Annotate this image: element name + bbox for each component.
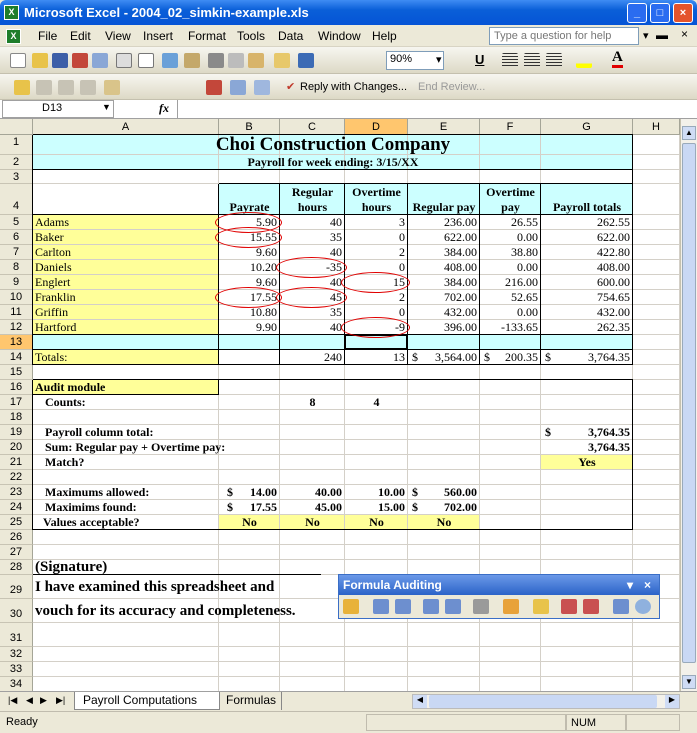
horizontal-scrollbar[interactable] [412,694,680,709]
toolbar-icon-3[interactable] [58,80,74,95]
sum-value: 3,764.35 [588,440,630,454]
track-changes-icon[interactable] [206,80,222,95]
regular-pay-cell: 432.00 [444,305,477,319]
max-payrate: 14.00 [250,485,277,499]
reply-icon: ✔ [286,81,296,93]
row-header-1[interactable]: 1 [0,135,33,155]
values-acceptable-label: Values acceptable? [43,515,140,529]
scroll-down-icon[interactable]: ▼ [682,675,696,689]
regular-pay-cell: 622.00 [444,230,477,244]
formula-auditing-label: Formula Auditing [343,578,442,592]
overtime-hours-cell: 0 [399,305,405,319]
employee-name: Englert [35,275,71,289]
overtime-pay-cell: -133.65 [501,320,538,334]
prev-sheet-icon[interactable]: ◀ [26,695,33,705]
status-bar [0,711,697,733]
overtime-hours-cell: 0 [399,260,405,274]
overtime-hours-cell: 15 [393,275,405,289]
menu-view[interactable]: View [105,29,131,43]
row-header-29[interactable]: 29 [0,575,33,599]
employee-name: Hartford [35,320,77,334]
sheet-tabs-bar [0,691,697,711]
employee-name: Adams [35,215,69,229]
invalid-circle-overtime-englert [341,272,410,293]
max-regular-pay: 560.00 [444,485,477,499]
status-ready: Ready [6,716,38,728]
employee-name: Carlton [35,245,71,259]
invalid-circle-payrate-franklin [215,287,282,308]
maximize-button[interactable]: □ [650,3,670,23]
formula-bar [0,100,697,119]
format-painter-icon[interactable] [274,53,290,68]
signature-label: (Signature) [35,559,108,575]
ask-question-input[interactable]: Type a question for help [489,27,639,45]
ask-dropdown-icon[interactable]: ▾ [643,30,649,42]
reviewing-toolbar [0,74,697,100]
employee-name: Daniels [35,260,72,274]
row-header-27[interactable]: 27 [0,545,33,560]
regular-pay-cell: 396.00 [444,320,477,334]
total-payroll: 3,764.35 [588,350,630,364]
tab-formulas[interactable]: Formulas [220,692,282,710]
scroll-thumb[interactable] [682,143,696,663]
toolbar-icon-2[interactable] [36,80,52,95]
row-header-26[interactable]: 26 [0,530,33,545]
total-overtime-hours: 13 [393,350,405,364]
column-header-g[interactable]: G [541,119,633,135]
permission-icon[interactable] [72,53,88,68]
cut-icon[interactable] [208,53,224,68]
row-header-28[interactable]: 28 [0,560,33,575]
regular-pay-cell: 408.00 [444,260,477,274]
remove-all-arrows-icon[interactable] [473,599,489,614]
row-header-14[interactable]: 14 [0,350,33,365]
font-color-icon[interactable]: A [612,49,623,68]
paste-icon[interactable] [248,53,264,68]
overtime-pay-cell: 0.00 [517,305,538,319]
payroll-total-cell: 622.00 [597,230,630,244]
regular-hours-cell: 45 [330,290,342,304]
column-header-h[interactable]: H [633,119,680,135]
row-header-8[interactable]: 8 [0,260,33,275]
payroll-total-cell: 432.00 [597,305,630,319]
toolbar-icon-8[interactable] [254,80,270,95]
payrate-cell: 10.80 [250,305,277,319]
acceptable-regular-pay: No [436,515,452,529]
close-button[interactable]: × [673,3,693,23]
minimize-button[interactable]: _ [627,3,647,23]
payrate-cell: 9.90 [256,320,277,334]
payrate-cell: 15.55 [250,230,277,244]
dollar-sign: $ [227,485,233,499]
next-sheet-icon[interactable]: ▶ [40,695,47,705]
found-payrate: 17.55 [250,500,277,514]
row-header-24[interactable]: 24 [0,500,33,515]
invalid-circle-payrate-baker [215,227,282,248]
overtime-hours-cell: 2 [399,245,405,259]
window-title: Microsoft Excel - 2004_02_simkin-example.xls [24,5,309,20]
dollar-sign: $ [545,350,551,364]
clear-validation-circles-icon[interactable] [583,599,599,614]
show-watch-window-icon[interactable] [613,599,629,614]
status-num: NUM [566,714,626,731]
overtime-hours-cell: -9 [395,320,405,334]
remove-precedent-arrows-icon[interactable] [395,599,411,614]
max-regular: 40.00 [315,485,342,499]
regular-hours-cell: 40 [330,275,342,289]
payroll-total-cell: 600.00 [597,275,630,289]
formula-input[interactable] [177,100,697,118]
h-scroll-thumb[interactable] [429,695,657,708]
payroll-total-cell: 262.35 [597,320,630,334]
invalid-circle-overtime-hartford [341,317,410,338]
payroll-column-total-label: Payroll column total: [45,425,154,439]
payrate-cell: 9.60 [256,245,277,259]
vertical-scrollbar[interactable] [680,119,697,691]
zoom-select[interactable]: 90% [386,51,444,70]
row-header-21[interactable]: 21 [0,455,33,470]
total-regular-pay: 3,564.00 [435,350,477,364]
error-checking-icon[interactable] [343,599,359,614]
row-header-30[interactable]: 30 [0,599,33,623]
menu-help[interactable]: Help [372,29,397,43]
row-header-23[interactable]: 23 [0,485,33,500]
column-header-e[interactable]: E [408,119,480,135]
row-header-11[interactable]: 11 [0,305,33,320]
found-regular-pay: 702.00 [444,500,477,514]
dollar-sign: $ [484,350,490,364]
spelling-icon[interactable] [162,53,178,68]
row-header-5[interactable]: 5 [0,215,33,230]
column-header-f[interactable]: F [480,119,541,135]
payroll-total-cell: 754.65 [597,290,630,304]
row-header-32[interactable]: 32 [0,647,33,662]
employee-name: Griffin [35,305,69,319]
regular-hours-cell: 40 [330,215,342,229]
maximums-allowed-label: Maximums allowed: [45,485,150,499]
found-overtime: 15.00 [378,500,405,514]
row-header-33[interactable]: 33 [0,662,33,677]
restore-window-button[interactable]: ▬ [656,28,668,42]
align-left-icon[interactable] [502,53,518,68]
row-header-20[interactable]: 20 [0,440,33,455]
menu-edit[interactable]: Edit [70,29,91,43]
total-overtime-pay: 200.35 [505,350,538,364]
regular-hours-cell: 35 [330,305,342,319]
gridline-h [33,676,680,677]
trace-precedents-icon[interactable] [373,599,389,614]
align-center-icon[interactable] [524,53,540,68]
sheet-title: Choi Construction Company [215,134,451,155]
acceptable-regular: No [305,515,320,529]
underline-button[interactable]: U [475,52,485,67]
row-header-22[interactable]: 22 [0,470,33,485]
scroll-up-icon[interactable]: ▲ [682,126,696,140]
fill-color-icon[interactable] [576,53,592,68]
scroll-right-icon[interactable]: ▶ [665,695,679,708]
menu-data[interactable]: Data [278,29,304,43]
count-regular: 8 [309,395,316,409]
maximums-found-label: Maximims found: [45,500,137,514]
first-sheet-icon[interactable]: |◀ [8,695,18,705]
new-icon[interactable] [10,53,26,68]
row-header-9[interactable]: 9 [0,275,33,290]
match-value: Yes [578,455,596,469]
count-overtime: 4 [373,395,380,409]
overtime-pay-cell: 0.00 [517,260,538,274]
acceptable-overtime: No [369,515,384,529]
invalid-circle-regular-daniels [276,257,347,278]
save-icon[interactable] [52,53,68,68]
regular-hours-cell: 40 [330,320,342,334]
open-icon[interactable] [32,53,48,68]
last-sheet-icon[interactable]: ▶| [56,695,66,705]
sum-label: Sum: Regular pay + Overtime pay: [45,440,226,454]
row-header-25[interactable]: 25 [0,515,33,530]
row-header-17[interactable]: 17 [0,395,33,410]
row-header-6[interactable]: 6 [0,230,33,245]
zoom-dropdown-icon[interactable]: ▾ [436,54,442,66]
name-box[interactable] [2,100,114,118]
row-header-34[interactable]: 34 [0,677,33,691]
folder-icon[interactable] [14,80,30,95]
row-header-2[interactable]: 2 [0,155,33,170]
overtime-pay-cell: 52.65 [511,290,538,304]
payroll-total-cell: 262.55 [597,215,630,229]
acceptable-payrate: No [242,515,257,529]
dollar-sign: $ [412,500,418,514]
header-total: Payroll totals [552,200,622,214]
header-regular: Regular hours [291,185,334,214]
menu-tools[interactable]: Tools [237,29,266,43]
toolbar-icon-5[interactable] [104,80,120,95]
column-header-b[interactable]: B [219,119,280,135]
trace-dependents-icon[interactable] [423,599,439,614]
regular-pay-cell: 384.00 [444,245,477,259]
close-workbook-button[interactable]: × [681,27,689,41]
row-header-13[interactable]: 13 [0,335,33,350]
menu-window[interactable]: Window [318,29,361,43]
header-payrate: Payrate [229,200,270,214]
overtime-pay-cell: 0.00 [517,230,538,244]
scroll-left-icon[interactable]: ◀ [413,695,427,708]
menu-format[interactable]: Format [188,29,227,43]
toolbar-options-icon[interactable]: ▾ [627,578,634,592]
row-header-18[interactable]: 18 [0,410,33,425]
total-regular-hours: 240 [324,350,342,364]
print-icon[interactable] [116,53,132,68]
reply-with-changes-button[interactable]: Reply with Changes... [300,81,407,93]
menu-file[interactable]: File [38,29,58,43]
excel-icon: X [4,5,19,20]
toolbar-icon-7[interactable] [230,80,246,95]
menu-insert[interactable]: Insert [143,29,174,43]
regular-pay-cell: 702.00 [444,290,477,304]
undo-icon[interactable] [298,53,314,68]
overtime-hours-cell: 0 [399,230,405,244]
row-header-10[interactable]: 10 [0,290,33,305]
end-review-button[interactable]: End Review... [418,81,486,93]
print-preview-icon[interactable] [138,53,154,68]
workbook-icon[interactable]: X [6,29,21,44]
gridline-h [33,661,680,662]
employee-name: Franklin [35,290,76,304]
select-all-corner[interactable] [0,119,33,135]
found-regular: 45.00 [315,500,342,514]
blank-row-fill [33,335,633,350]
payroll-column-total-value: 3,764.35 [588,425,630,439]
max-overtime: 10.00 [378,485,405,499]
totals-label: Totals: [35,350,68,364]
row-header-12[interactable]: 12 [0,320,33,335]
formula-auditing-toolbar[interactable] [338,574,660,619]
name-box-value: D13 [42,102,63,114]
research-icon[interactable] [184,53,200,68]
remove-dependent-arrows-icon[interactable] [445,599,461,614]
row-header-3[interactable]: 3 [0,170,33,184]
header-overtime: Overtime hours [352,185,401,214]
overtime-hours-cell: 3 [399,215,405,229]
align-right-icon[interactable] [546,53,562,68]
new-comment-icon[interactable] [533,599,549,614]
match-label: Match? [45,455,85,469]
row-header-19[interactable]: 19 [0,425,33,440]
attestation-line-1: I have examined this spreadsheet and [35,579,275,595]
column-header-d[interactable]: D [345,119,408,135]
dollar-sign: $ [227,500,233,514]
circle-invalid-data-icon[interactable] [561,599,577,614]
evaluate-formula-icon[interactable] [635,599,651,614]
row-header-31[interactable]: 31 [0,623,33,647]
dollar-sign: $ [412,350,418,364]
toolbar-icon-4[interactable] [80,80,96,95]
regular-pay-cell: 384.00 [444,275,477,289]
payrate-cell: 17.55 [250,290,277,304]
status-panel [366,714,566,731]
payrate-cell: 5.90 [256,215,277,229]
overtime-pay-cell: 38.80 [511,245,538,259]
audit-title: Audit module [35,380,106,394]
dollar-sign: $ [412,485,418,499]
menu-bar [0,25,697,47]
regular-pay-cell: 236.00 [444,215,477,229]
copy-icon[interactable] [228,53,244,68]
gridline-h [33,544,680,545]
column-header-c[interactable]: C [280,119,345,135]
row-header-16[interactable]: 16 [0,380,33,395]
regular-hours-cell: 40 [330,245,342,259]
regular-hours-cell: -35 [326,260,342,274]
attestation-line-2: vouch for its accuracy and completeness. [35,603,296,619]
payrate-cell: 10.20 [250,260,277,274]
column-header-a[interactable]: A [33,119,219,135]
regular-hours-cell: 35 [330,230,342,244]
header-regpay: Regular pay [412,200,476,214]
email-icon[interactable] [92,53,108,68]
row-header-15[interactable]: 15 [0,365,33,380]
tab-payroll-computations[interactable]: Payroll Computations [74,692,220,710]
sheet-subtitle: Payroll for week ending: 3/15/XX [247,155,419,169]
title-bar [0,0,697,25]
name-box-dropdown-icon[interactable]: ▼ [102,102,111,112]
toolbar-close-icon[interactable]: × [644,578,652,592]
counts-label: Counts: [45,395,86,409]
row-header-7[interactable]: 7 [0,245,33,260]
overtime-pay-cell: 26.55 [511,215,538,229]
status-panel-2 [626,714,680,731]
payrate-cell: 9.60 [256,275,277,289]
formula-auditing-title[interactable] [339,575,659,595]
overtime-pay-cell: 216.00 [505,275,538,289]
invalid-circle-regular-franklin [276,287,347,308]
trace-error-icon[interactable] [503,599,519,614]
insert-function-icon[interactable]: fx [159,101,169,115]
overtime-hours-cell: 2 [399,290,405,304]
dollar-sign: $ [545,425,551,439]
row-header-4[interactable]: 4 [0,184,33,215]
header-otpay: Overtime pay [486,185,535,214]
payroll-total-cell: 422.80 [597,245,630,259]
payroll-total-cell: 408.00 [597,260,630,274]
employee-name: Baker [35,230,64,244]
standard-toolbar [0,47,697,74]
gridline-h [33,646,680,647]
